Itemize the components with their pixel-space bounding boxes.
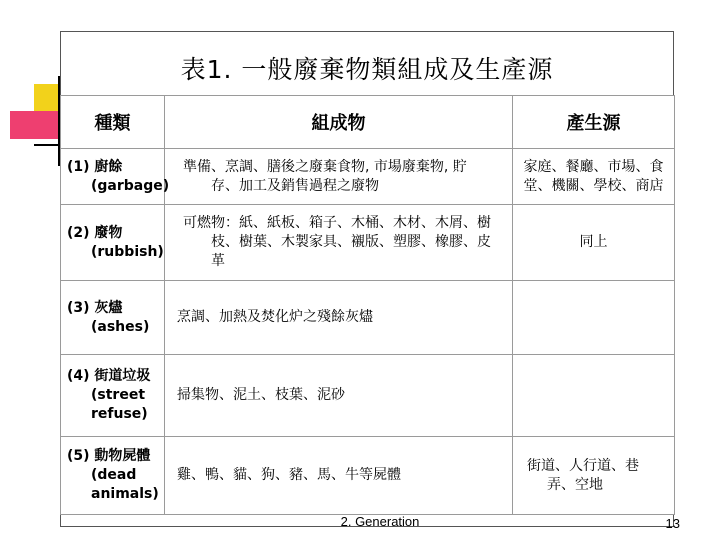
type-cell xyxy=(61,281,165,355)
composition-cell: 雞、鴨、貓、狗、豬、馬、牛等屍體 xyxy=(165,437,513,515)
type-zh: (3) 灰燼 xyxy=(67,299,123,316)
type-en: (street refuse) xyxy=(91,387,148,422)
type-zh: (4) 街道垃圾 xyxy=(67,368,151,384)
type-cell xyxy=(61,437,165,515)
header-composition: 組成物 xyxy=(165,96,513,149)
type-cell xyxy=(61,149,170,205)
source-cell xyxy=(513,355,675,437)
source-cell: 家庭、餐廳、市場、食堂、機關、學校、商店 xyxy=(513,149,675,205)
composition-cell: 掃集物、泥土、枝葉、泥砂 xyxy=(165,355,513,437)
type-zh: (1) 廚餘 xyxy=(67,158,123,175)
waste-table xyxy=(60,95,675,515)
type-zh: (5) 動物屍體 xyxy=(67,448,151,464)
table-row xyxy=(61,281,675,355)
header-source: 產生源 xyxy=(513,96,675,149)
source-cell: 街道、人行道、巷弄、空地 xyxy=(513,437,675,515)
table-row xyxy=(61,355,675,437)
source-cell: 同上 xyxy=(513,205,675,281)
footer-section-label: 2. Generation xyxy=(340,514,420,529)
table-row xyxy=(61,437,675,515)
table-header-row xyxy=(61,96,675,149)
type-cell xyxy=(61,205,165,281)
type-cell xyxy=(61,355,165,437)
type-en: (ashes) xyxy=(91,318,150,335)
composition-cell: 準備、烹調、膳後之廢棄食物, 市場廢棄物, 貯存、加工及銷售過程之廢物 xyxy=(165,149,513,205)
page-number: 13 xyxy=(665,516,680,531)
source-cell xyxy=(513,281,675,355)
type-en: (garbage) xyxy=(91,177,170,194)
type-en: (dead animals) xyxy=(91,467,159,502)
type-en: (rubbish) xyxy=(91,243,164,260)
table-row xyxy=(61,205,675,281)
decorative-pink-square xyxy=(10,111,60,139)
header-type: 種類 xyxy=(61,96,165,149)
slide-title: 表1. 一般廢棄物類組成及生產源 xyxy=(180,55,554,84)
composition-cell: 可燃物：紙、紙板、箱子、木桶、木材、木屑、樹枝、樹葉、木製家具、襯版、塑膠、橡膠、皮革 xyxy=(165,205,513,281)
composition-cell: 烹調、加熱及焚化炉之殘餘灰燼 xyxy=(165,281,513,355)
table-row xyxy=(61,149,675,205)
type-zh: (2) 廢物 xyxy=(67,224,123,241)
